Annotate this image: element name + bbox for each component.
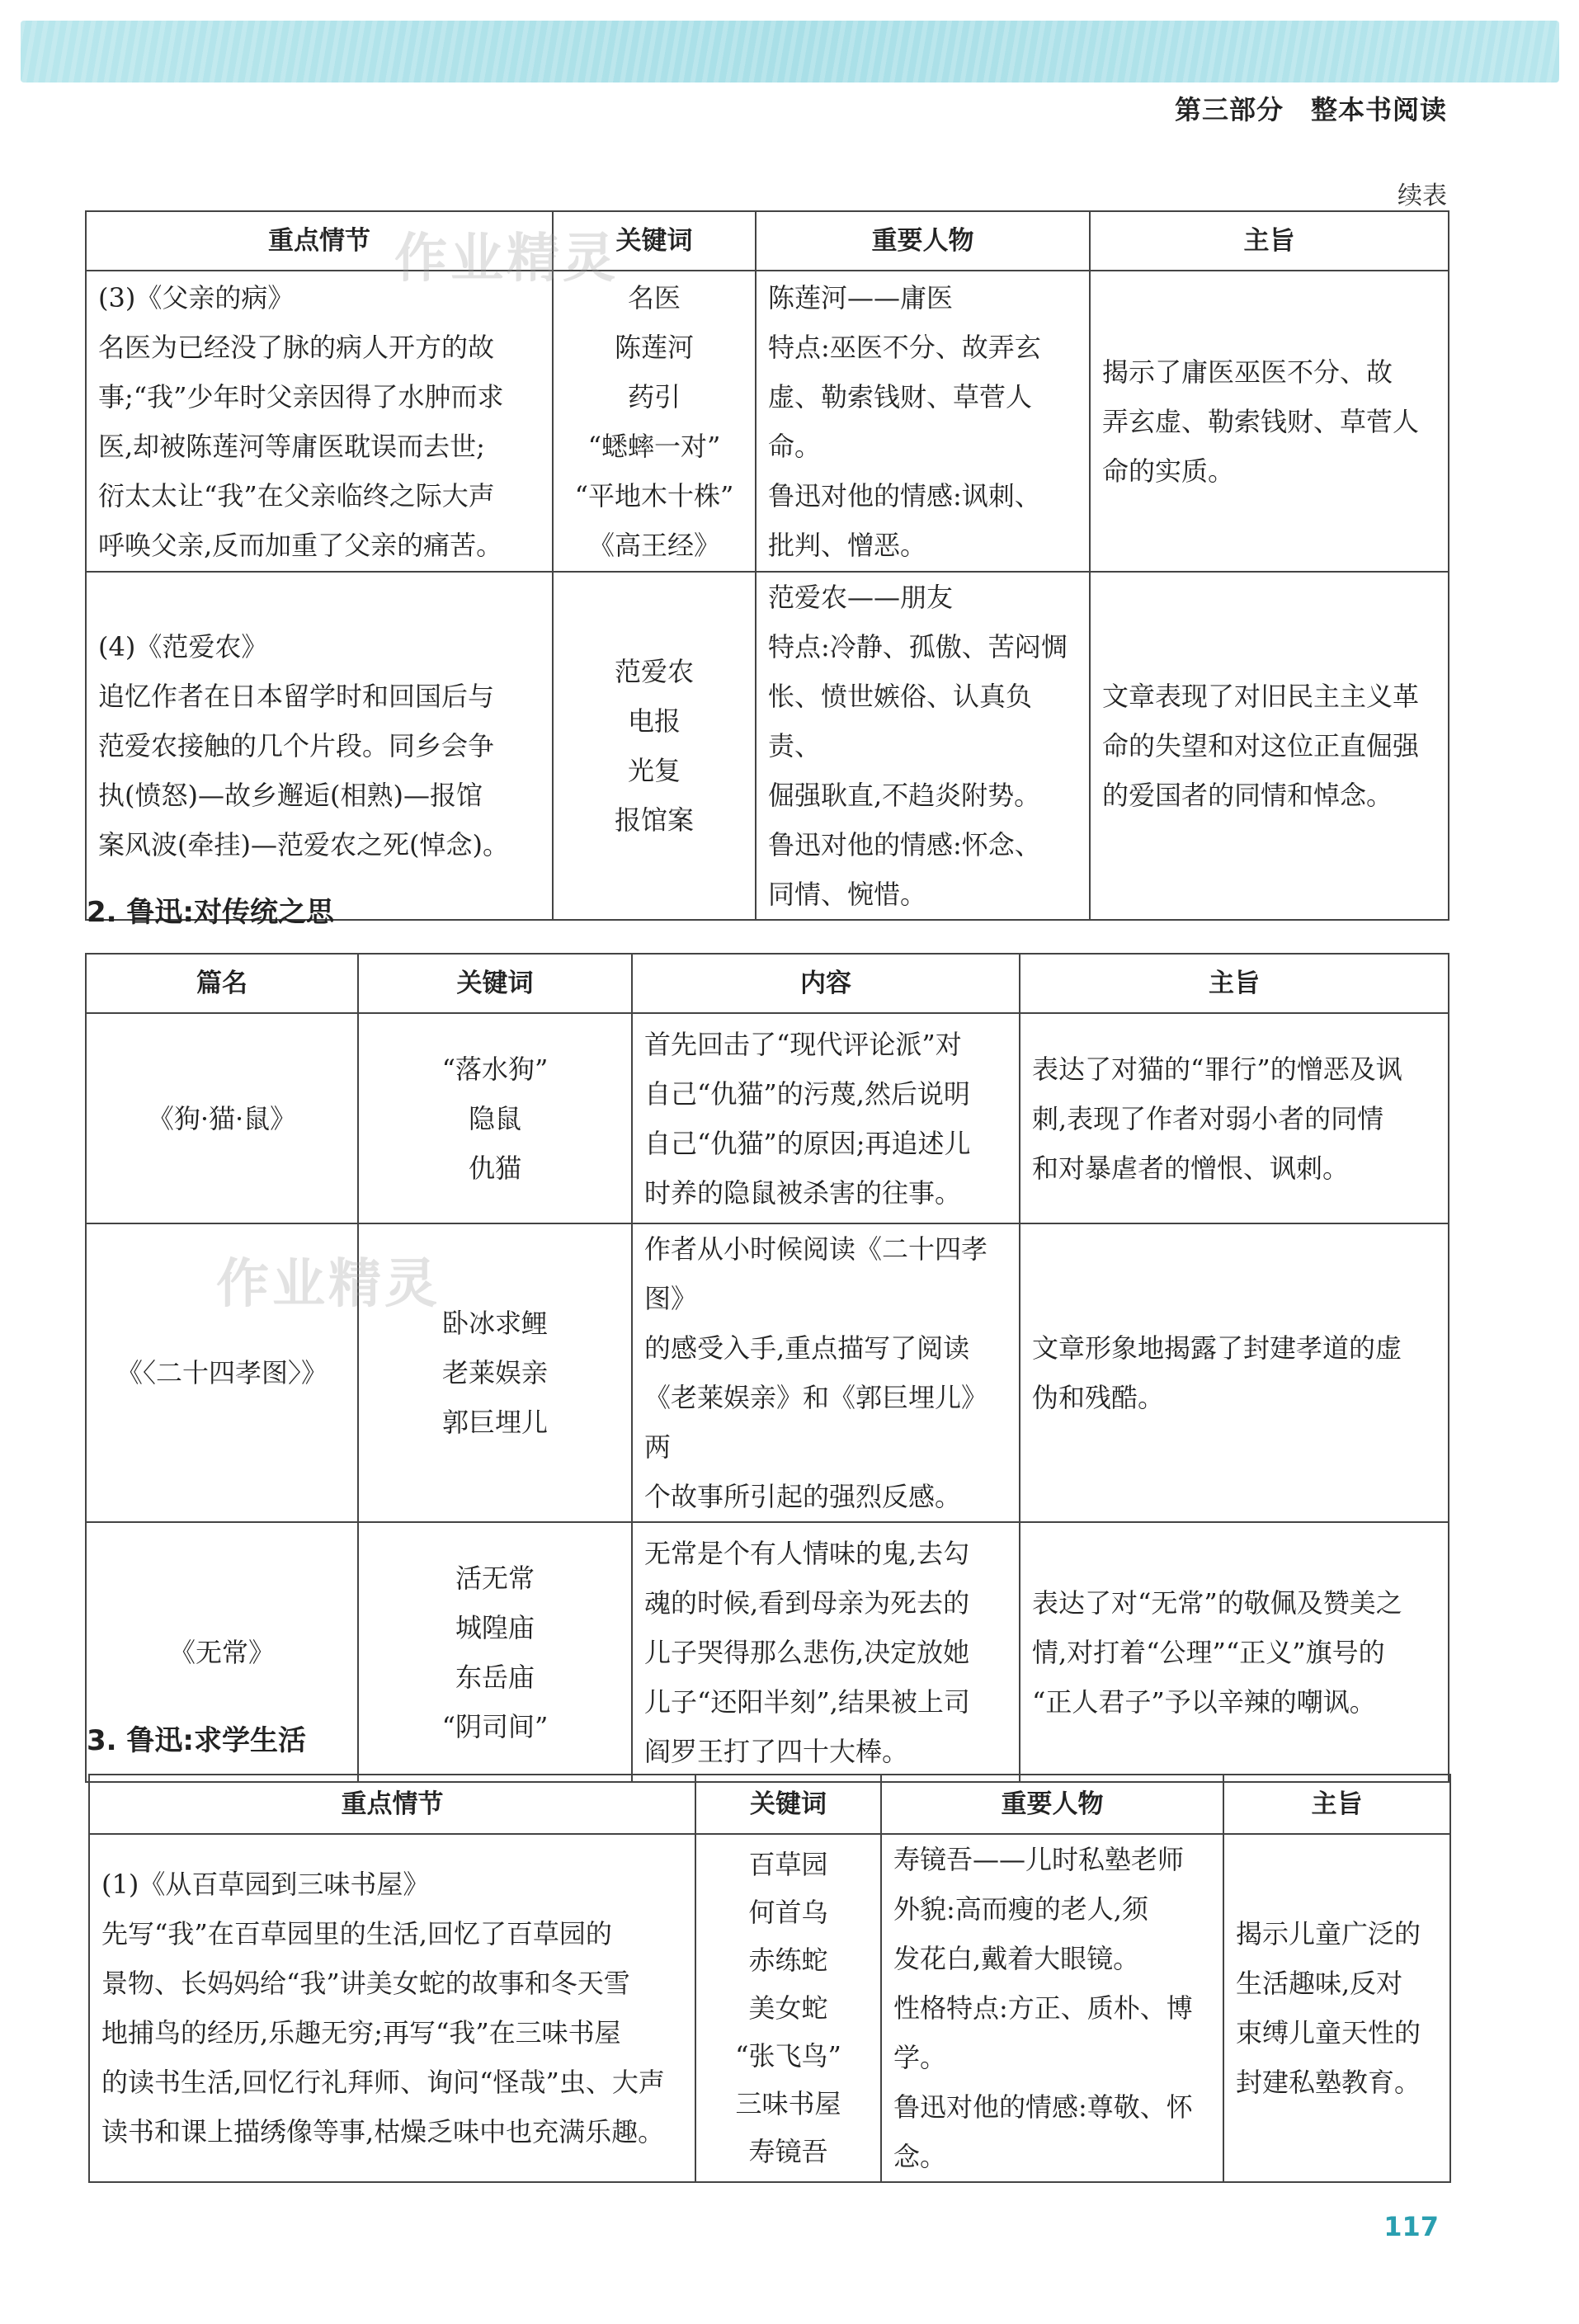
theme-line: “正人君子”予以辛辣的嘲讽。 (1032, 1685, 1376, 1718)
keyword: 电报 (627, 705, 681, 737)
keyword: 老莱娱亲 (441, 1357, 548, 1388)
plot-line: 呼唤父亲,反而加重了父亲的痛苦。 (98, 529, 503, 561)
keyword: 何首乌 (748, 1897, 828, 1928)
person-line: 寿镜吾——儿时私塾老师 (893, 1844, 1185, 1875)
plot-title: (4)《范爱农》 (98, 631, 268, 662)
theme-line: 封建私塾教育。 (1236, 2067, 1421, 2098)
plot-title: (1)《从百草园到三味书屋》 (101, 1869, 430, 1900)
theme-cell (1020, 1013, 1449, 1223)
keyword: 药引 (627, 380, 681, 412)
plot-line: 事;“我”少年时父亲因得了水肿而求 (98, 380, 504, 412)
keyword: 城隍庙 (455, 1611, 535, 1643)
keyword: 名医 (627, 281, 681, 313)
person-line: 外貌:高而瘦的老人,须 (893, 1893, 1148, 1925)
keyword: 活无常 (455, 1562, 535, 1594)
col-header: 重点情节 (89, 1775, 695, 1834)
keyword: “蟋蟀一对” (587, 430, 721, 462)
keyword: 郭巨埋儿 (441, 1407, 548, 1438)
title-cell: 《狗·猫·鼠》 (86, 1013, 358, 1223)
table-row (89, 1834, 1450, 2182)
plot-cell (89, 1834, 695, 2182)
watermark: 作业精灵 (394, 229, 619, 290)
content-line: 自己“仇猫”的原因;再追述儿 (644, 1127, 971, 1159)
theme-cell (1223, 1834, 1450, 2182)
title-cell: 《无常》 (86, 1522, 358, 1782)
header-band (21, 21, 1559, 82)
person-line: 特点:冷静、孤傲、苦闷惆 (768, 631, 1068, 662)
content-line: 阎罗王打了四十大棒。 (644, 1735, 909, 1767)
keyword: “阴司间” (441, 1710, 549, 1742)
content-line: 魂的时候,看到母亲为死去的 (644, 1586, 970, 1619)
col-header: 主旨 (1090, 211, 1449, 271)
keyword: “平地木十株” (574, 479, 734, 511)
watermark: 作业精灵 (216, 1254, 441, 1315)
person-line: 特点:巫医不分、故弄玄 (768, 331, 1041, 363)
person-line: 批判、憎恶。 (768, 529, 927, 561)
page-header-title: 第三部分 整本书阅读 (1174, 94, 1447, 125)
person-line: 怅、愤世嫉俗、认真负责、 (768, 681, 1033, 761)
person-cell (756, 271, 1090, 572)
theme-line: 束缚儿童天性的 (1236, 2017, 1421, 2048)
col-header: 关键词 (358, 954, 632, 1013)
theme-cell (1020, 1223, 1449, 1522)
plot-line: 名医为已经没了脉的病人开方的故 (98, 331, 495, 363)
person-line: 性格特点:方正、质朴、博学。 (893, 1992, 1193, 2073)
person-line: 同情、惋惜。 (768, 879, 927, 910)
person-cell (756, 572, 1090, 920)
person-line: 鲁迅对他的情感:尊敬、怀念。 (893, 2091, 1193, 2172)
theme-line: 命的失望和对这位正直倔强 (1102, 730, 1420, 761)
plot-line: 案风波(牵挂)—范爱农之死(悼念)。 (98, 829, 509, 860)
content-line: 个故事所引起的强烈反感。 (644, 1481, 962, 1512)
keyword: 三味书屋 (735, 2088, 841, 2119)
content-cell (632, 1013, 1020, 1223)
theme-line: 伪和残酷。 (1032, 1382, 1165, 1413)
keyword: 寿镜吾 (748, 2136, 828, 2167)
col-header: 主旨 (1223, 1775, 1450, 1834)
keyword: 光复 (627, 755, 681, 786)
keywords-cell (358, 1013, 632, 1223)
keyword: 《高王经》 (587, 529, 720, 561)
theme-line: 刺,表现了作者对弱小者的同情 (1032, 1102, 1384, 1134)
theme-line: 弄玄虚、勒索钱财、草菅人 (1102, 405, 1420, 437)
plot-line: 衍太太让“我”在父亲临终之际大声 (98, 479, 495, 511)
theme-cell (1020, 1522, 1449, 1782)
plot-line: 地捕鸟的经历,乐趣无穷;再写“我”在三味书屋 (101, 2017, 621, 2048)
col-header: 重要人物 (756, 211, 1090, 271)
content-line: 《老莱娱亲》和《郭巨埋儿》两 (644, 1382, 988, 1463)
content-cell (632, 1223, 1020, 1522)
keyword: 东岳庙 (455, 1661, 535, 1693)
keyword: “落水狗” (441, 1053, 549, 1085)
keyword: 卧冰求鲤 (441, 1308, 548, 1339)
table-header-row (89, 1775, 1450, 1834)
content-cell (632, 1522, 1020, 1782)
plot-line: 追忆作者在日本留学时和回国后与 (98, 681, 495, 712)
col-header: 篇名 (86, 954, 358, 1013)
content-line: 时养的隐鼠被杀害的往事。 (644, 1176, 962, 1209)
theme-line: 情,对打着“公理”“正义”旗号的 (1032, 1636, 1385, 1668)
table-study (88, 1774, 1451, 2183)
table-header-row (86, 211, 1449, 271)
keyword: 美女蛇 (748, 1992, 828, 2024)
keyword: “张飞鸟” (735, 2040, 841, 2072)
keywords-cell (695, 1834, 881, 2182)
keyword: 范爱农 (614, 656, 694, 687)
keyword: 隐鼠 (468, 1102, 521, 1134)
content-line: 自己“仇猫”的污蔑,然后说明 (644, 1077, 970, 1110)
table-header-row (86, 954, 1449, 1013)
person-line: 范爱农——朋友 (768, 582, 954, 613)
content-line: 的感受入手,重点描写了阅读 (644, 1332, 970, 1364)
keyword: 赤练蛇 (748, 1945, 828, 1976)
plot-line: 执(愤怒)—故乡邂逅(相熟)—报馆 (98, 780, 483, 811)
person-line: 倔强耿直,不趋炎附势。 (768, 780, 1041, 811)
col-header: 关键词 (553, 211, 756, 271)
section-title: 2. 鲁迅:对传统之思 (87, 896, 335, 929)
plot-line: 范爱农接触的几个片段。同乡会争 (98, 730, 495, 761)
table-row (86, 572, 1449, 920)
theme-cell (1090, 271, 1449, 572)
theme-line: 揭示儿童广泛的 (1236, 1918, 1421, 1949)
content-line: 儿子哭得那么悲伤,决定放她 (644, 1636, 970, 1668)
theme-line: 表达了对“无常”的敬佩及赞美之 (1032, 1586, 1402, 1619)
keyword: 仇猫 (468, 1152, 521, 1184)
keyword: 陈莲河 (614, 331, 694, 363)
title-cell: 《〈二十四孝图〉》 (86, 1223, 358, 1522)
theme-line: 的爱国者的同情和悼念。 (1102, 780, 1393, 811)
person-line: 陈莲河——庸医 (768, 281, 954, 313)
theme-line: 表达了对猫的“罪行”的憎恶及讽 (1032, 1053, 1402, 1085)
content-line: 首先回击了“现代评论派”对 (644, 1028, 962, 1060)
plot-line: 读书和课上描绣像等事,枯燥乏味中也充满乐趣。 (101, 2116, 665, 2147)
person-line: 鲁迅对他的情感:讽刺、 (768, 479, 1041, 511)
plot-line: 的读书生活,回忆行礼拜师、询问“怪哉”虫、大声 (101, 2067, 665, 2098)
table-row (86, 1013, 1449, 1223)
table-continued (85, 210, 1449, 921)
theme-line: 文章形象地揭露了封建孝道的虚 (1032, 1332, 1402, 1364)
table-row (86, 271, 1449, 572)
col-header: 重要人物 (881, 1775, 1223, 1834)
col-header: 内容 (632, 954, 1020, 1013)
person-cell (881, 1834, 1223, 2182)
theme-line: 命的实质。 (1102, 455, 1235, 487)
person-line: 虚、勒索钱财、草菅人命。 (768, 380, 1033, 462)
col-header: 主旨 (1020, 954, 1449, 1013)
page-number: 117 (1383, 2211, 1439, 2242)
col-header: 重点情节 (86, 211, 553, 271)
content-line: 作者从小时候阅读《二十四孝图》 (644, 1233, 988, 1314)
keywords-cell (553, 572, 756, 920)
continued-label: 续表 (1398, 181, 1447, 210)
theme-line: 和对暴虐者的憎恨、讽刺。 (1032, 1152, 1350, 1184)
keywords-cell (553, 271, 756, 572)
plot-cell (86, 572, 553, 920)
plot-line: 医,却被陈莲河等庸医耽误而去世; (98, 430, 485, 462)
col-header: 关键词 (695, 1775, 881, 1834)
plot-title: (3)《父亲的病》 (98, 281, 295, 313)
person-line: 鲁迅对他的情感:怀念、 (768, 829, 1041, 860)
content-line: 儿子“还阳半刻”,结果被上司 (644, 1685, 970, 1718)
keyword: 报馆案 (614, 804, 694, 836)
table-tradition (85, 953, 1449, 1783)
keyword: 百草园 (748, 1849, 828, 1880)
theme-line: 揭示了庸医巫医不分、故 (1102, 356, 1393, 388)
plot-line: 先写“我”在百草园里的生活,回忆了百草园的 (101, 1918, 612, 1949)
content-line: 无常是个有人情味的鬼,去勾 (644, 1537, 970, 1569)
section-title: 3. 鲁迅:求学生活 (87, 1724, 307, 1757)
plot-line: 景物、长妈妈给“我”讲美女蛇的故事和冬天雪 (101, 1968, 630, 1999)
person-line: 发花白,戴着大眼镜。 (893, 1943, 1140, 1974)
theme-line: 生活趣味,反对 (1236, 1968, 1403, 1999)
theme-line: 文章表现了对旧民主主义革 (1102, 681, 1420, 712)
theme-cell (1090, 572, 1449, 920)
plot-cell (86, 271, 553, 572)
keywords-cell (358, 1522, 632, 1782)
